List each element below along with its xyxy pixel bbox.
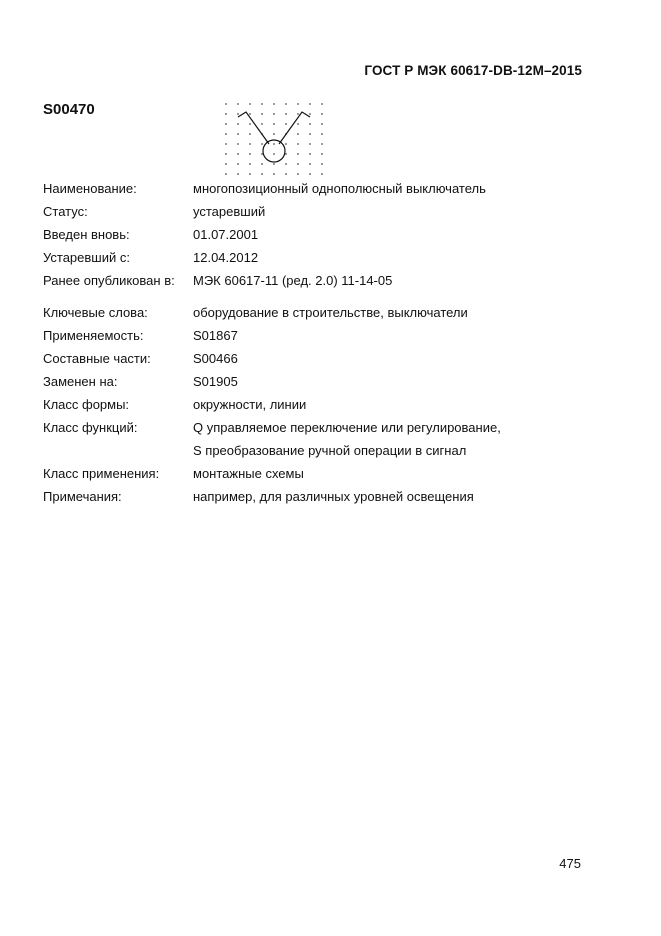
grid-dot: [261, 173, 263, 175]
property-value: например, для различных уровней освещения: [193, 489, 474, 504]
grid-dot: [309, 103, 311, 105]
grid-dot: [249, 163, 251, 165]
grid-dot: [285, 113, 287, 115]
grid-dot: [261, 153, 263, 155]
grid-dot: [285, 123, 287, 125]
grid-dot: [261, 103, 263, 105]
grid-dot: [285, 153, 287, 155]
property-row: [43, 223, 603, 246]
grid-dot: [297, 113, 299, 115]
grid-dot: [309, 133, 311, 135]
property-row: [43, 485, 603, 508]
property-label: Класс формы:: [43, 397, 130, 412]
grid-dot: [237, 103, 239, 105]
property-label: Наименование:: [43, 181, 137, 196]
grid-dot: [273, 163, 275, 165]
property-label: Ключевые слова:: [43, 305, 148, 320]
grid-dot: [237, 153, 239, 155]
grid-dot: [225, 143, 227, 145]
grid-dot: [237, 163, 239, 165]
property-value: S01905: [193, 374, 238, 389]
property-label: Класс функций:: [43, 420, 138, 435]
property-row: [43, 370, 603, 393]
grid-dot: [237, 123, 239, 125]
grid-dot: [321, 133, 323, 135]
grid-dot: [321, 123, 323, 125]
grid-dot: [285, 173, 287, 175]
property-value: S преобразование ручной операции в сигнал: [193, 443, 467, 458]
properties-table: [43, 177, 603, 508]
grid-dot: [321, 103, 323, 105]
grid-dot: [297, 173, 299, 175]
grid-dot: [249, 103, 251, 105]
property-value: МЭК 60617-11 (ред. 2.0) 11-14-05: [193, 273, 393, 288]
grid-dot: [261, 113, 263, 115]
grid-dot: [273, 133, 275, 135]
grid-dot: [237, 113, 239, 115]
property-row: [43, 324, 603, 347]
grid-dot: [273, 113, 275, 115]
grid-dot: [309, 113, 311, 115]
grid-dot: [285, 163, 287, 165]
property-value: окружности, линии: [193, 397, 307, 412]
grid-dot: [309, 153, 311, 155]
property-row: [43, 393, 603, 416]
grid-dot: [285, 103, 287, 105]
property-label: Введен вновь:: [43, 227, 130, 242]
property-row: [43, 269, 603, 292]
grid-dot: [249, 133, 251, 135]
property-row: [43, 301, 603, 324]
grid-dot: [237, 143, 239, 145]
grid-dot: [225, 163, 227, 165]
grid-dot: [297, 143, 299, 145]
grid-dot: [261, 123, 263, 125]
grid-dot: [237, 133, 239, 135]
switch-symbol-icon: [222, 100, 326, 180]
grid-dot: [249, 143, 251, 145]
property-value: устаревший: [193, 204, 266, 219]
grid-dot: [249, 173, 251, 175]
property-label: Применяемость:: [43, 328, 144, 343]
property-value: S00466: [193, 351, 238, 366]
grid-dot: [309, 123, 311, 125]
grid-dot: [225, 173, 227, 175]
grid-dots: [225, 103, 323, 175]
property-row: [43, 462, 603, 485]
grid-dot: [297, 153, 299, 155]
grid-dot: [273, 123, 275, 125]
property-value: Q управляемое переключение или регулирование,: [193, 420, 501, 435]
grid-dot: [225, 103, 227, 105]
grid-dot: [273, 143, 275, 145]
grid-dot: [249, 113, 251, 115]
grid-dot: [297, 123, 299, 125]
property-value: оборудование в строительстве, выключатели: [193, 305, 468, 320]
property-label: Составные части:: [43, 351, 151, 366]
grid-dot: [321, 153, 323, 155]
grid-dot: [309, 173, 311, 175]
property-value: 12.04.2012: [193, 250, 259, 265]
grid-dot: [309, 163, 311, 165]
grid-dot: [237, 173, 239, 175]
symbol-code: S00470: [43, 101, 95, 118]
property-label: Класс применения:: [43, 466, 160, 481]
grid-dot: [273, 173, 275, 175]
property-label: Статус:: [43, 204, 88, 219]
property-value: многопозиционный однополюсный выключатель: [193, 181, 486, 196]
grid-dot: [249, 123, 251, 125]
grid-dot: [249, 153, 251, 155]
grid-dot: [225, 133, 227, 135]
grid-dot: [261, 143, 263, 145]
property-label: Ранее опубликован в:: [43, 273, 175, 288]
property-row-continuation: [43, 439, 603, 462]
document-header: ГОСТ Р МЭК 60617-DB-12M–2015: [364, 63, 582, 78]
grid-dot: [321, 173, 323, 175]
grid-dot: [321, 113, 323, 115]
property-row: [43, 200, 603, 223]
grid-dot: [285, 143, 287, 145]
grid-dot: [225, 123, 227, 125]
page-number: 475: [559, 856, 581, 871]
property-row: [43, 416, 603, 439]
grid-dot: [225, 113, 227, 115]
property-value: монтажные схемы: [193, 466, 304, 481]
grid-dot: [321, 163, 323, 165]
grid-dot: [273, 103, 275, 105]
grid-dot: [297, 103, 299, 105]
grid-dot: [261, 163, 263, 165]
grid-dot: [321, 143, 323, 145]
property-value: 01.07.2001: [193, 227, 259, 242]
grid-dot: [297, 163, 299, 165]
property-label: Устаревший с:: [43, 250, 130, 265]
property-row: [43, 177, 603, 200]
grid-dot: [297, 133, 299, 135]
property-row: [43, 347, 603, 370]
grid-dot: [273, 153, 275, 155]
property-value: S01867: [193, 328, 238, 343]
grid-dot: [309, 143, 311, 145]
property-row: [43, 246, 603, 269]
grid-dot: [225, 153, 227, 155]
property-label: Примечания:: [43, 489, 122, 504]
property-label: Заменен на:: [43, 374, 118, 389]
